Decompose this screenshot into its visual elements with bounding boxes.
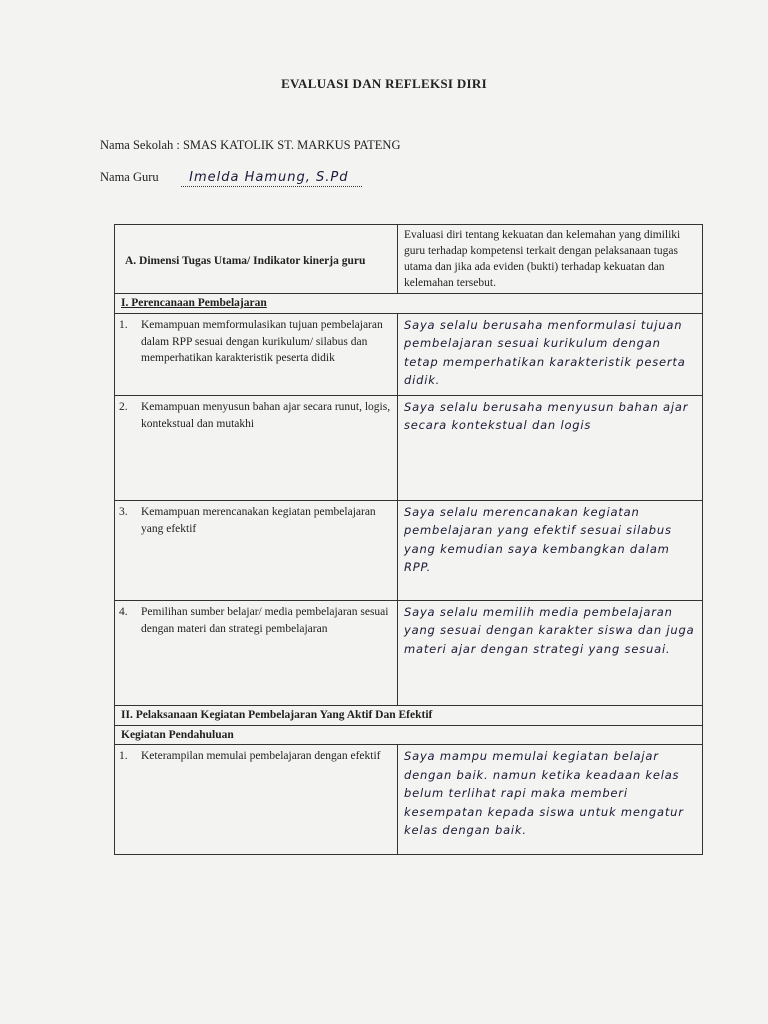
evaluation-table <box>114 224 703 855</box>
response-handwritten: Saya mampu memulai kegiatan belajar dengan baik. namun ketika keadaan kelas belum terlihat rapi maka memberi kesempatan kepada siswa untuk mengatur kelas dengan baik. <box>398 745 703 855</box>
indicator-text: Kemampuan memformulasikan tujuan pembelajaran dalam RPP sesuai dengan kurikulum/ silabus dan memperhatikan karakteristik peserta didik <box>141 319 383 365</box>
indicator-text: Kemampuan menyusun bahan ajar secara runut, logis, kontekstual dan mutakhi <box>141 401 391 430</box>
table-row <box>115 601 703 706</box>
indicator-cell <box>115 501 398 601</box>
school-value: SMAS KATOLIK ST. MARKUS PATENG <box>182 138 401 152</box>
document-title: EVALUASI DAN REFLEKSI DIRI <box>281 76 487 91</box>
subsection-pendahuluan: Kegiatan Pendahuluan <box>115 725 703 745</box>
row-number: 3. <box>119 506 128 519</box>
teacher-line <box>100 170 362 187</box>
header-indicator: A. Dimensi Tugas Utama/ Indikator kinerja guru <box>115 225 398 294</box>
indicator-text: Kemampuan merencanakan kegiatan pembelajaran yang efektif <box>141 506 376 535</box>
table-row <box>115 501 703 601</box>
section-pelaksanaan: II. Pelaksanaan Kegiatan Pembelajaran Yang Aktif Dan Efektif <box>115 706 703 726</box>
table-row <box>115 396 703 501</box>
table-row <box>115 314 703 396</box>
section-row <box>115 294 703 314</box>
response-handwritten: Saya selalu merencanakan kegiatan pembelajaran yang efektif sesuai silabus yang kemudian saya kembangkan dalam RPP. <box>398 501 703 601</box>
header-evaluation: Evaluasi diri tentang kekuatan dan kelemahan yang dimiliki guru terhadap kompetensi terkait dengan pelaksanaan tugas utama dan jika ada eviden (bukti) terhadap kekuatan dan kelemahan tersebut. <box>398 225 703 294</box>
indicator-cell <box>115 314 398 396</box>
row-number: 4. <box>119 606 128 619</box>
indicator-text: Pemilihan sumber belajar/ media pembelajaran sesuai dengan materi dan strategi pembelajaran <box>141 606 389 635</box>
teacher-name-handwritten: Imelda Hamung, S.Pd <box>181 170 362 187</box>
row-number: 2. <box>119 401 128 414</box>
indicator-text: Keterampilan memulai pembelajaran dengan efektif <box>141 750 381 763</box>
response-handwritten: Saya selalu berusaha menyusun bahan ajar secara kontekstual dan logis <box>398 396 703 501</box>
row-number: 1. <box>119 750 128 763</box>
response-handwritten: Saya selalu memilih media pembelajaran yang sesuai dengan karakter siswa dan juga materi ajar dengan strategi yang sesuai. <box>398 601 703 706</box>
indicator-cell <box>115 396 398 501</box>
teacher-label: Nama Guru <box>100 170 159 184</box>
table-row <box>115 745 703 855</box>
table-header-row <box>115 225 703 294</box>
section-row <box>115 706 703 726</box>
section-perencanaan: I. Perencanaan Pembelajaran <box>115 294 703 314</box>
school-label: Nama Sekolah : <box>100 138 180 152</box>
indicator-cell <box>115 745 398 855</box>
school-line <box>100 138 401 153</box>
subsection-row <box>115 725 703 745</box>
row-number: 1. <box>119 319 128 332</box>
indicator-cell <box>115 601 398 706</box>
response-handwritten: Saya selalu berusaha menformulasi tujuan pembelajaran sesuai kurikulum dengan tetap memperhatikan karakteristik peserta didik. <box>398 314 703 396</box>
